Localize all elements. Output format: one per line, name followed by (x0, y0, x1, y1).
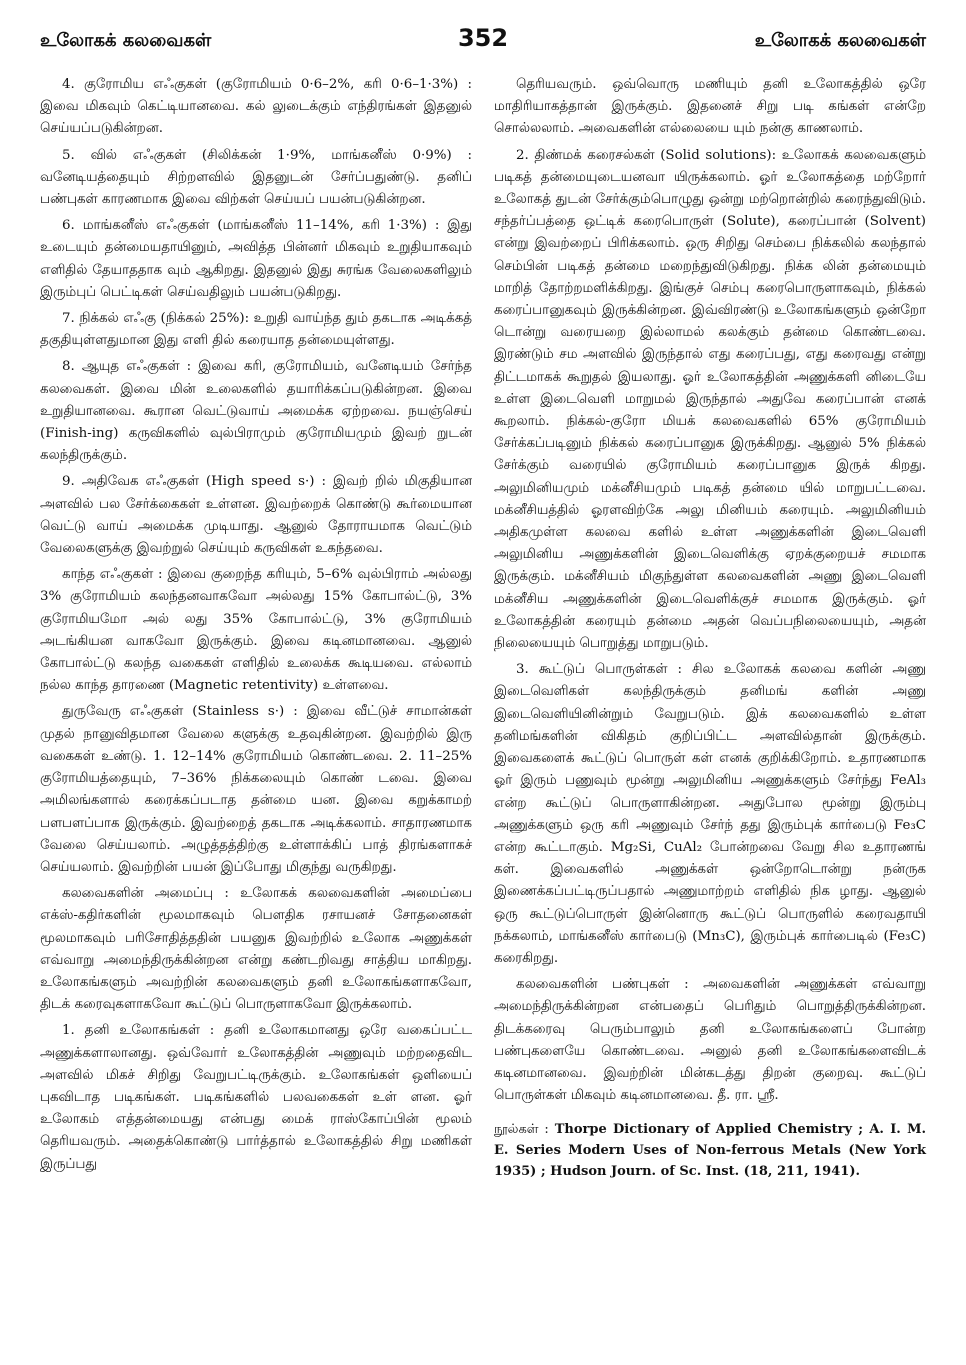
page-number: 352 (457, 24, 509, 52)
paragraph-chromium-steels: 4. குரோமிய எஃகுகள் (குரோமியம் 0·6–2%, கரி 0·6–1·3%) : இவை மிகவும் கெட்டியானவை. கல் லுடைக்கும் எந்திரங்கள் இதனுல் செய்யப்படுகின்றன. (40, 77, 472, 137)
paragraph-pure-metals: 1. தனி உலோகங்கள் : தனி உலோகமானது ஒரே வகைப்பட்ட அணுக்களாலானது. ஒவ்வோர் உலோகத்தின் அணுவும் மற்றதைவிட அளவில் மிகச் சிறிது வேறுபட்டிருக்கும். உலோகங்கள் ஒளியைப் புகவிடாத படிகங்கள். படிகங்களில் பலவகைகள் உள் ளன. ஓர் உலோகம் எத்தன்மையது என்பது மைக் ராஸ்கோப்பின் மூலம் தெரியவரும். அதைக்கொண்டு பார்த்தால் உலோகத்தில் சிறு மணிகள் இருப்பது (40, 1023, 472, 1172)
paragraph-magnet-steels: காந்த எஃகுகள் : இவை குறைந்த கரியும், 5–6% வுல்பிராம் அல்லது 3% குரோமியம் கலந்தனவாகவோ அல்லது 15% கோபால்ட்டு, 3% குரோமியமோ அல் லது 35% கோபால்ட்டு, 3% குரோமியம் அடங்கியன வாகவோ இருக்கும். இவை கடினமானவை. ஆனுல் கோபால்ட்டு கலந்த வகைகள் எளிதில் உலைக்க கூடியவை. எல்லாம் நல்ல காந்த தாரணை (Magnetic retentivity) உள்ளவை. (40, 567, 472, 694)
paragraph-stainless-steels: துருவேரு எஃகுகள் (Stainless s·) : இவை வீட்டுச் சாமான்கள் முதல் நானுவிதமான வேலை களுக்கு உதவுகின்றன. இவற்றில் இரு வகைகள் உண்டு. 1. 12–14% குரோமியம் கொண்டவை. 2. 11–25% குரோமியத்தையும், 7–36% நிக்கலையும் கொண் டவை. இவை அமிலங்களால் கரைக்கப்படாத தன்மை யன. இவை கறுக்காமற் பளபளப்பாக இருக்கும். இவற்றைத் தகடாக அடிக்கலாம். சாதாரணமாக வேலை செய்யலாம். அழுத்தத்திற்கு உள்ளாக்கிப் பாத் திரங்களாகச் செய்யலாம். இவற்றின் பயன் இப்போது மிகுந்து வருகிறது. (40, 704, 472, 875)
paragraph-compounds: 3. கூட்டுப் பொருள்கள் : சில உலோகக் கலவை களின் அணு இடைவெளிகள் கலந்திருக்கும் தனிமங் களின் அணு இடைவெளியினின்றும் வேறுபடும். இக் கலவைகளில் உள்ள தனிமங்களின் விகிதம் குறிப்பிட்ட அளவில்தான் இருக்கும். இவைகளைக் கூட்டுப் பொருள் கள் எனக் குறிக்கிறோம். உதாரணமாக ஓர் இரும் பணுவும் மூன்று அலுமினிய அணுக்களும் சேர்ந்து FeAl₃ என்ற கூட்டுப் பொருளாகின்றன. அதுபோல மூன்று இரும்பு அணுக்களும் ஒரு கரி அணுவும் சேர்ந் தது இரும்புக் கார்பைடு Fe₃C என்ற கூட்டாகும். Mg₂Si, CuAl₂ போன்றவை வேறு சில உதாரணங் கள். இவைகளில் அணுக்கள் ஒன்றோடொன்று நன்ருக இணைக்கப்பட்டிருப்பதால் அணுமாற்றம் எளிதில் நிக ழாது. ஆனுல் ஒரு கூட்டுப்பொருள் இன்னொரு கூட்டுப் பொருளில் கரைவதாயி நக்கலாம், மாங்கனீஸ் கார்பைடு (Mn₃C), இரும்புக் கார்பைடில் (Fe₃C) கரைகிறது. (494, 662, 926, 966)
paragraph-nickel-steel: 7. நிக்கல் எஃகு (நிக்கல் 25%): உறுதி வாய்ந்த தும் தகடாக அடிக்கத் தகுதியுள்ளதுமான இது எளி தில் கரையாத தன்மையுள்ளது. (40, 311, 472, 349)
references (494, 1119, 926, 1182)
text-columns (40, 74, 926, 1186)
paragraph-manganese-steels: 6. மாங்கனீஸ் எஃகுகள் (மாங்கனீஸ் 11–14%, கரி 1·3%) : இது உடையும் தன்மையதாயினும், அவித்த பின்னர் மிகவும் உறுதியாகவும் எளிதில் தேயாததாக வும் ஆகிறது. இதனுல் இது சுரங்க வேலைகளிலும் இரும்புப் பெட்டிகள் செய்வதிலும் பயன்படுகிறது. (40, 218, 472, 300)
running-title-right: உலோகக் கலவைகள் (754, 30, 926, 51)
paragraph-tool-steels: 8. ஆயுத எஃகுகள் : இவை கரி, குரோமியம், வனேடியம் சேர்ந்த கலவைகள். இவை மின் உலைகளில் தயாரிக்கப்படுகின்றன. இவை உறுதியானவை. கூரான வெட்டுவாய் அமைக்க ஏற்றவை. நயஞ்செய் (Finish-ing) கருவிகளில் வுல்பிராமும் குரோமியமும் இவற் றுடன் கலந்திருக்கும். (40, 359, 472, 464)
left-column (40, 74, 472, 1186)
references-label: நூல்கள் : (494, 1122, 549, 1138)
right-column (494, 74, 926, 1186)
running-header (40, 24, 926, 64)
paragraph-high-speed-steels: 9. அதிவேக எஃகுகள் (High speed s·) : இவற் றில் மிகுதியான அளவில் பல சேர்க்கைகள் உள்ளன. இவற்றைக் கொண்டு கூர்மையான வெட்டு வாய் அமைக்க முடியாது. ஆனுல் தோராயமாக வெட்டும் வேலைகளுக்கு இவற்றுல் செய்யும் கருவிகள் உகந்தவை. (40, 474, 472, 557)
paragraph-continuation: தெரியவரும். ஒவ்வொரு மணியும் தனி உலோகத்தில் ஒரே மாதிரியாகத்தான் இருக்கும். இதனைச் சிறு படி கங்கள் என்றே சொல்லலாம். அவைகளின் எல்லையை யும் நன்கு காணலாம். (494, 77, 926, 137)
paragraph-alloy-properties: கலவைகளின் பண்புகள் : அவைகளின் அணுக்கள் எவ்வாறு அமைந்திருக்கின்றன என்பதைப் பெரிதும் பொறுத்திருக்கின்றன. திடக்கரைவு பெரும்பாலும் தனி உலோகங்களைப் போன்ற பண்புகளையே கொண்டவை. அனுல் தனி உலோகங்களைவிடக் கடினமானவை. இவற்றின் மின்கடத்து திறன் குறைவு. கூட்டுப் பொருள்கள் மிகவும் கடினமானவை. தீ. ரா. ஸ்ரீ. (494, 977, 926, 1104)
references-text: Thorpe Dictionary of Applied Chemistry ; A. I. M. E. Series Modern Uses of Non-ferrous Metals (New York 1935) ; Hudson Journ. of Sc. Inst. (18, 211, 1941). (494, 1122, 926, 1180)
paragraph-spring-steels: 5. வில் எஃகுகள் (சிலிக்கன் 1·9%, மாங்கனீஸ் 0·9%) : வனேடியத்தையும் சிற்றளவில் இதனுடன் சேர்ப்பதுண்டு. தனிப் பண்புகள் காரணமாக இவை விற்கள் செய்யப் பயன்படுகின்றன. (40, 147, 472, 208)
running-title-left: உலோகக் கலவைகள் (40, 30, 212, 51)
paragraph-solid-solutions: 2. திண்மக் கரைசல்கள் (Solid solutions): உலோகக் கலவைகளும் படிகத் தன்மையுடையனவா யிருக்கலாம். ஓர் உலோகத்தை மற்றோர் உலோகத் துடன் சேர்க்கும்பொழுது ஒன்று மற்றொன்றில் கரைந்துவிடும். சந்தர்ப்பத்தை ஒட்டிக் கரைபொருள் (Solute), கரைப்பான் (Solvent) என்று இவற்றைப் பிரிக்கலாம். ஒரு சிறிது செம்பை நிக்கலில் கலந்தால் செம்பின் படிகத் தன்மை மறைந்துவிடுகிறது. நிக்க லின் தன்மையும் மாறித் தோற்றமளிக்கிறது. இங்குச் செம்பு கரைபொருளாகவும், நிக்கல் கரைப்பானுகவும் இருக்கின்றன. இவ்விரண்டு உலோகங்களும் ஒன்றோ டொன்று வரையறை இல்லாமல் கலக்கும் தன்மை கொண்டவை. இரண்டும் சம அளவில் இருந்தால் எது கரைப்பது, எது கரைவது என்று திட்டமாகக் கூறுதல் இயலாது. ஓர் உலோகத்தின் அணுக்களி னிடையே உள்ள இடைவெளி மாறுமல் இருந்தால் அதுவே கரைப்பான் எனக் கூறலாம். நிக்கல்-குரோ மியக் கலவைகளில் 65% குரோமியம் சேர்க்கப்படினும் நிக்கல் கரைப்பானுக இருக்கிறது. ஆனுல் 5% நிக்கல் சேர்க்கும் வரையில் குரோமியம் கரைப்பானுக இருக் கிறது. அலுமினியமும் மக்னீசியமும் படிகத் தன்மை யில் மாறுபட்டவை. மக்னீசியத்தில் ஓரளவிற்கே அலு மினியம் கரையும். அலுமினியம் அதிகமுள்ள கலவை களில் உள்ள அணுக்களின் இடைவெளி அலுமினிய அணுக்களின் இடைவெளிக்கு ஏறக்குறையச் சமமாக இருக்கும். மக்னீசியம் மிகுந்துள்ள கலவைகளின் அணு இடைவெளி மக்னீசிய அணுக்களின் இடைவெளிக்குச் சமமாக இருக்கும். ஓர் உலோகத்தின் கரையும் தன்மை அதன் வெப்பநிலையையும், அதன் நிலையையும் பொறுத்து மாறுபடும். (494, 147, 926, 652)
paragraph-alloy-structure: கலவைகளின் அமைப்பு : உலோகக் கலவைகளின் அமைப்பை எக்ஸ்-கதிர்களின் மூலமாகவும் பௌதிக ரசாயனச் சோதனைகள் மூலமாகவும் பரிசோதித்ததின் பயனுக இவற்றில் உலோக அணுக்கள் எவ்வாறு அமைந்திருக்கின்றன என்று கண்டறிவது சாத்திய மாகிறது. உலோகங்களும் அவற்றின் கலவைகளும் தனி உலோகங்களாகவோ, திடக் கரைவுகளாகவோ கூட்டுப் பொருளாகவோ இருக்கலாம். (40, 886, 472, 1013)
